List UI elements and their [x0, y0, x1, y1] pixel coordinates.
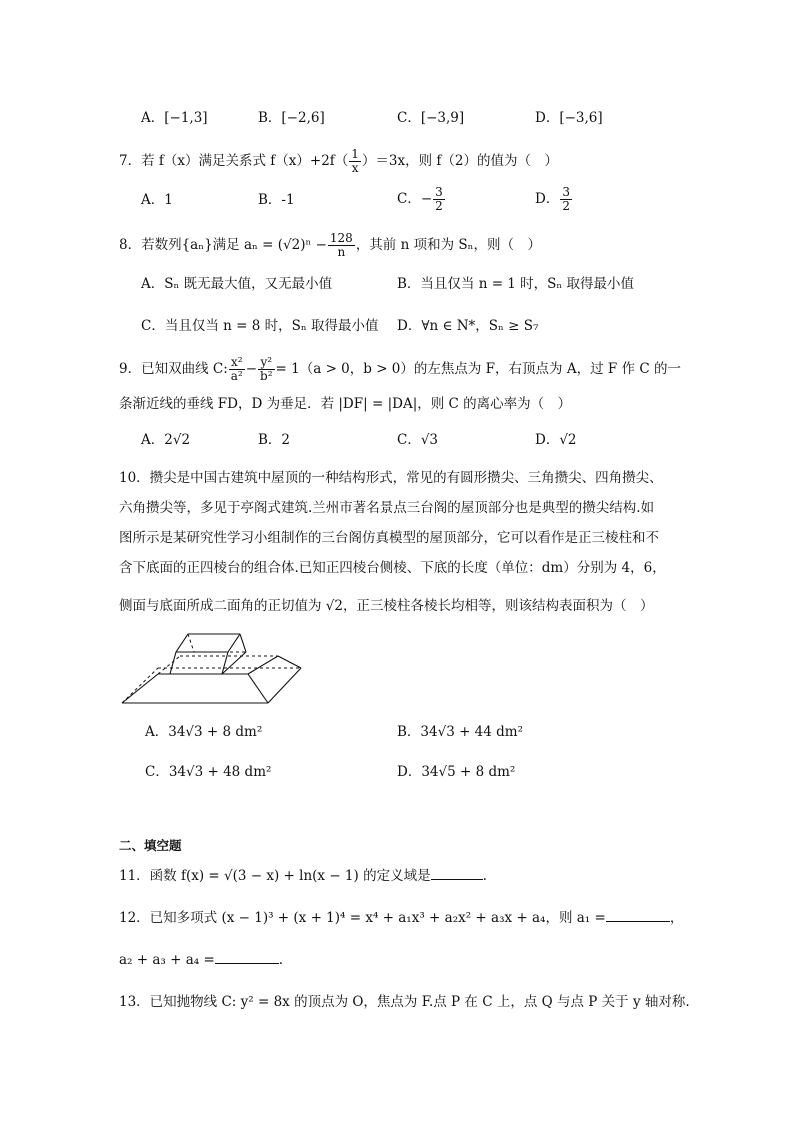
q10-line5: 侧面与底面所成二面角的正切值为 √2，正三棱柱各棱长均相等，则该结构表面积为（ ）: [119, 598, 654, 614]
prism-right-ridge: [228, 634, 240, 652]
q8-option-a: A．Sₙ 既无最大值，又无最小值: [141, 276, 333, 292]
q9-option-b: B．2: [258, 432, 291, 448]
section-title: 二、填空题: [119, 838, 182, 853]
frustum-base-right: [268, 668, 301, 703]
q8-option-b: B．当且仅当 n = 1 时，Sₙ 取得最小值: [397, 276, 635, 292]
q9-stem: [119, 356, 681, 383]
prism-left-ridge: [176, 634, 188, 652]
q9-option-c: C．√3: [397, 432, 439, 448]
prism-back-edge: [222, 652, 246, 674]
hidden-edge-base-left: [122, 668, 158, 703]
q11-stem: [119, 866, 487, 886]
q12-text: 12．已知多项式 (x − 1)³ + (x + 1)⁴ = x⁴ + a₁x³ + a₂x² + a₃x + a₄，则 a₁ =: [119, 910, 606, 926]
q13-stem: 13．已知抛物线 C: y² = 8x 的顶点为 O，焦点为 F.点 P 在 C 上，点 Q 与点 P 关于 y 轴对称.: [119, 994, 690, 1010]
frustum-edge-back-right: [278, 656, 301, 668]
hidden-edge-prism-back: [188, 634, 194, 652]
q7-frac-den: x: [351, 161, 359, 175]
q12-answer-blank-1[interactable]: [606, 909, 670, 922]
q12-end2: .: [278, 952, 284, 968]
prism-front-left: [170, 652, 176, 674]
q10-line3: 图所示是某研究性学习小组制作的三台阁仿真模型的屋顶部分，它可以看作是正三棱柱和不: [119, 530, 659, 546]
q7-frac-num: 1: [351, 147, 359, 161]
roof-figure: [118, 628, 308, 708]
q9-frac2-num: y²: [258, 356, 275, 370]
q12-end1: ，: [669, 910, 684, 926]
q7-option-d-num: 3: [562, 185, 570, 199]
q7-stem: [119, 148, 558, 175]
q10-line4: 含下底面的正四棱台的组合体.已知正四棱台侧棱、下底的长度（单位：dm）分别为 4，6，: [119, 560, 666, 576]
hidden-edge-back-left: [158, 656, 180, 674]
q8-stem-post: ，其前 n 项和为 Sₙ，则（ ）: [355, 237, 541, 253]
q9-option-d: D．√2: [535, 432, 577, 448]
q10-line1: 10．攒尖是中国古建筑中屋顶的一种结构形式，常见的有圆形攒尖、三角攒尖、四角攒尖、: [119, 470, 663, 486]
q10-option-a: A．34√3 + 8 dm²: [145, 724, 263, 740]
q8-stem: [119, 232, 541, 259]
q7-option-c-prefix: C．−: [397, 191, 433, 207]
q7-fraction: [349, 148, 361, 175]
q9-stem-pre: 9．已知双曲线 C:: [119, 361, 228, 377]
q9-option-a: A．2√2: [141, 432, 191, 448]
q6-option-a: A．[−1,3]: [141, 110, 208, 126]
q9-minus: −: [245, 361, 258, 377]
q12-line2: [119, 950, 283, 970]
q12-answer-blank-2[interactable]: [215, 951, 279, 964]
q7-option-c: [397, 186, 446, 213]
prism-back-right: [240, 634, 246, 652]
q8-option-c: C．当且仅当 n = 8 时，Sₙ 取得最小值: [141, 318, 379, 334]
q12-stem: [119, 908, 683, 928]
q10-line2: 六角攒尖等，多见于亭阁式建筑.兰州市著名景点三台阁的屋顶部分也是典型的攒尖结构.如: [119, 500, 655, 516]
frustum-edge-left: [122, 674, 158, 703]
q6-option-d: D．[−3,6]: [535, 110, 603, 126]
q7-option-c-num: 3: [435, 185, 443, 199]
q7-option-d-prefix: D．: [535, 191, 560, 207]
q9-stem-post: = 1（a > 0，b > 0）的左焦点为 F，右顶点为 A，过 F 作 C 的一: [275, 361, 681, 377]
q10-option-d: D．34√5 + 8 dm²: [397, 764, 516, 780]
q10-option-c: C．34√3 + 48 dm²: [145, 764, 272, 780]
q7-option-c-den: 2: [435, 199, 443, 213]
q8-frac-den: n: [337, 245, 346, 259]
q10-option-b: B．34√3 + 44 dm²: [397, 724, 524, 740]
q11-end: .: [482, 868, 487, 884]
q9-frac1-den: a²: [230, 369, 243, 383]
q9-frac1-num: x²: [229, 356, 245, 370]
q7-option-d: [535, 186, 573, 213]
q8-option-d: D．∀n ∈ N*，Sₙ ≥ S₇: [397, 318, 539, 334]
q6-option-b: B．[−2,6]: [258, 110, 325, 126]
q6-option-c: C．[−3,9]: [397, 110, 465, 126]
q7-stem-pre: 7．若 f（x）满足关系式 f（x）+2f（: [119, 153, 349, 169]
frustum-edge-front-right: [248, 674, 268, 703]
q8-stem-pre: 8．若数列{aₙ}满足 aₙ = (√2)ⁿ −: [119, 237, 327, 253]
q9-line2: 条渐近线的垂线 FD，D 为垂足．若 |DF| = |DA|，则 C 的离心率为（ ）: [119, 396, 572, 412]
q7-option-b: B．-1: [258, 192, 295, 208]
q12-line2-text: a₂ + a₃ + a₄ =: [119, 952, 215, 968]
q8-frac-num: 128: [329, 231, 353, 245]
frustum-top-right: [248, 656, 278, 674]
q7-stem-post: ）＝3x，则 f（2）的值为（ ）: [361, 153, 559, 169]
q7-option-d-den: 2: [562, 199, 570, 213]
q9-frac2-den: b²: [260, 369, 273, 383]
q11-text: 11．函数 f(x) = √(3 − x) + ln(x − 1) 的定义域是: [119, 868, 431, 884]
q11-answer-blank[interactable]: [431, 867, 483, 880]
q7-option-a: A．1: [141, 192, 173, 208]
